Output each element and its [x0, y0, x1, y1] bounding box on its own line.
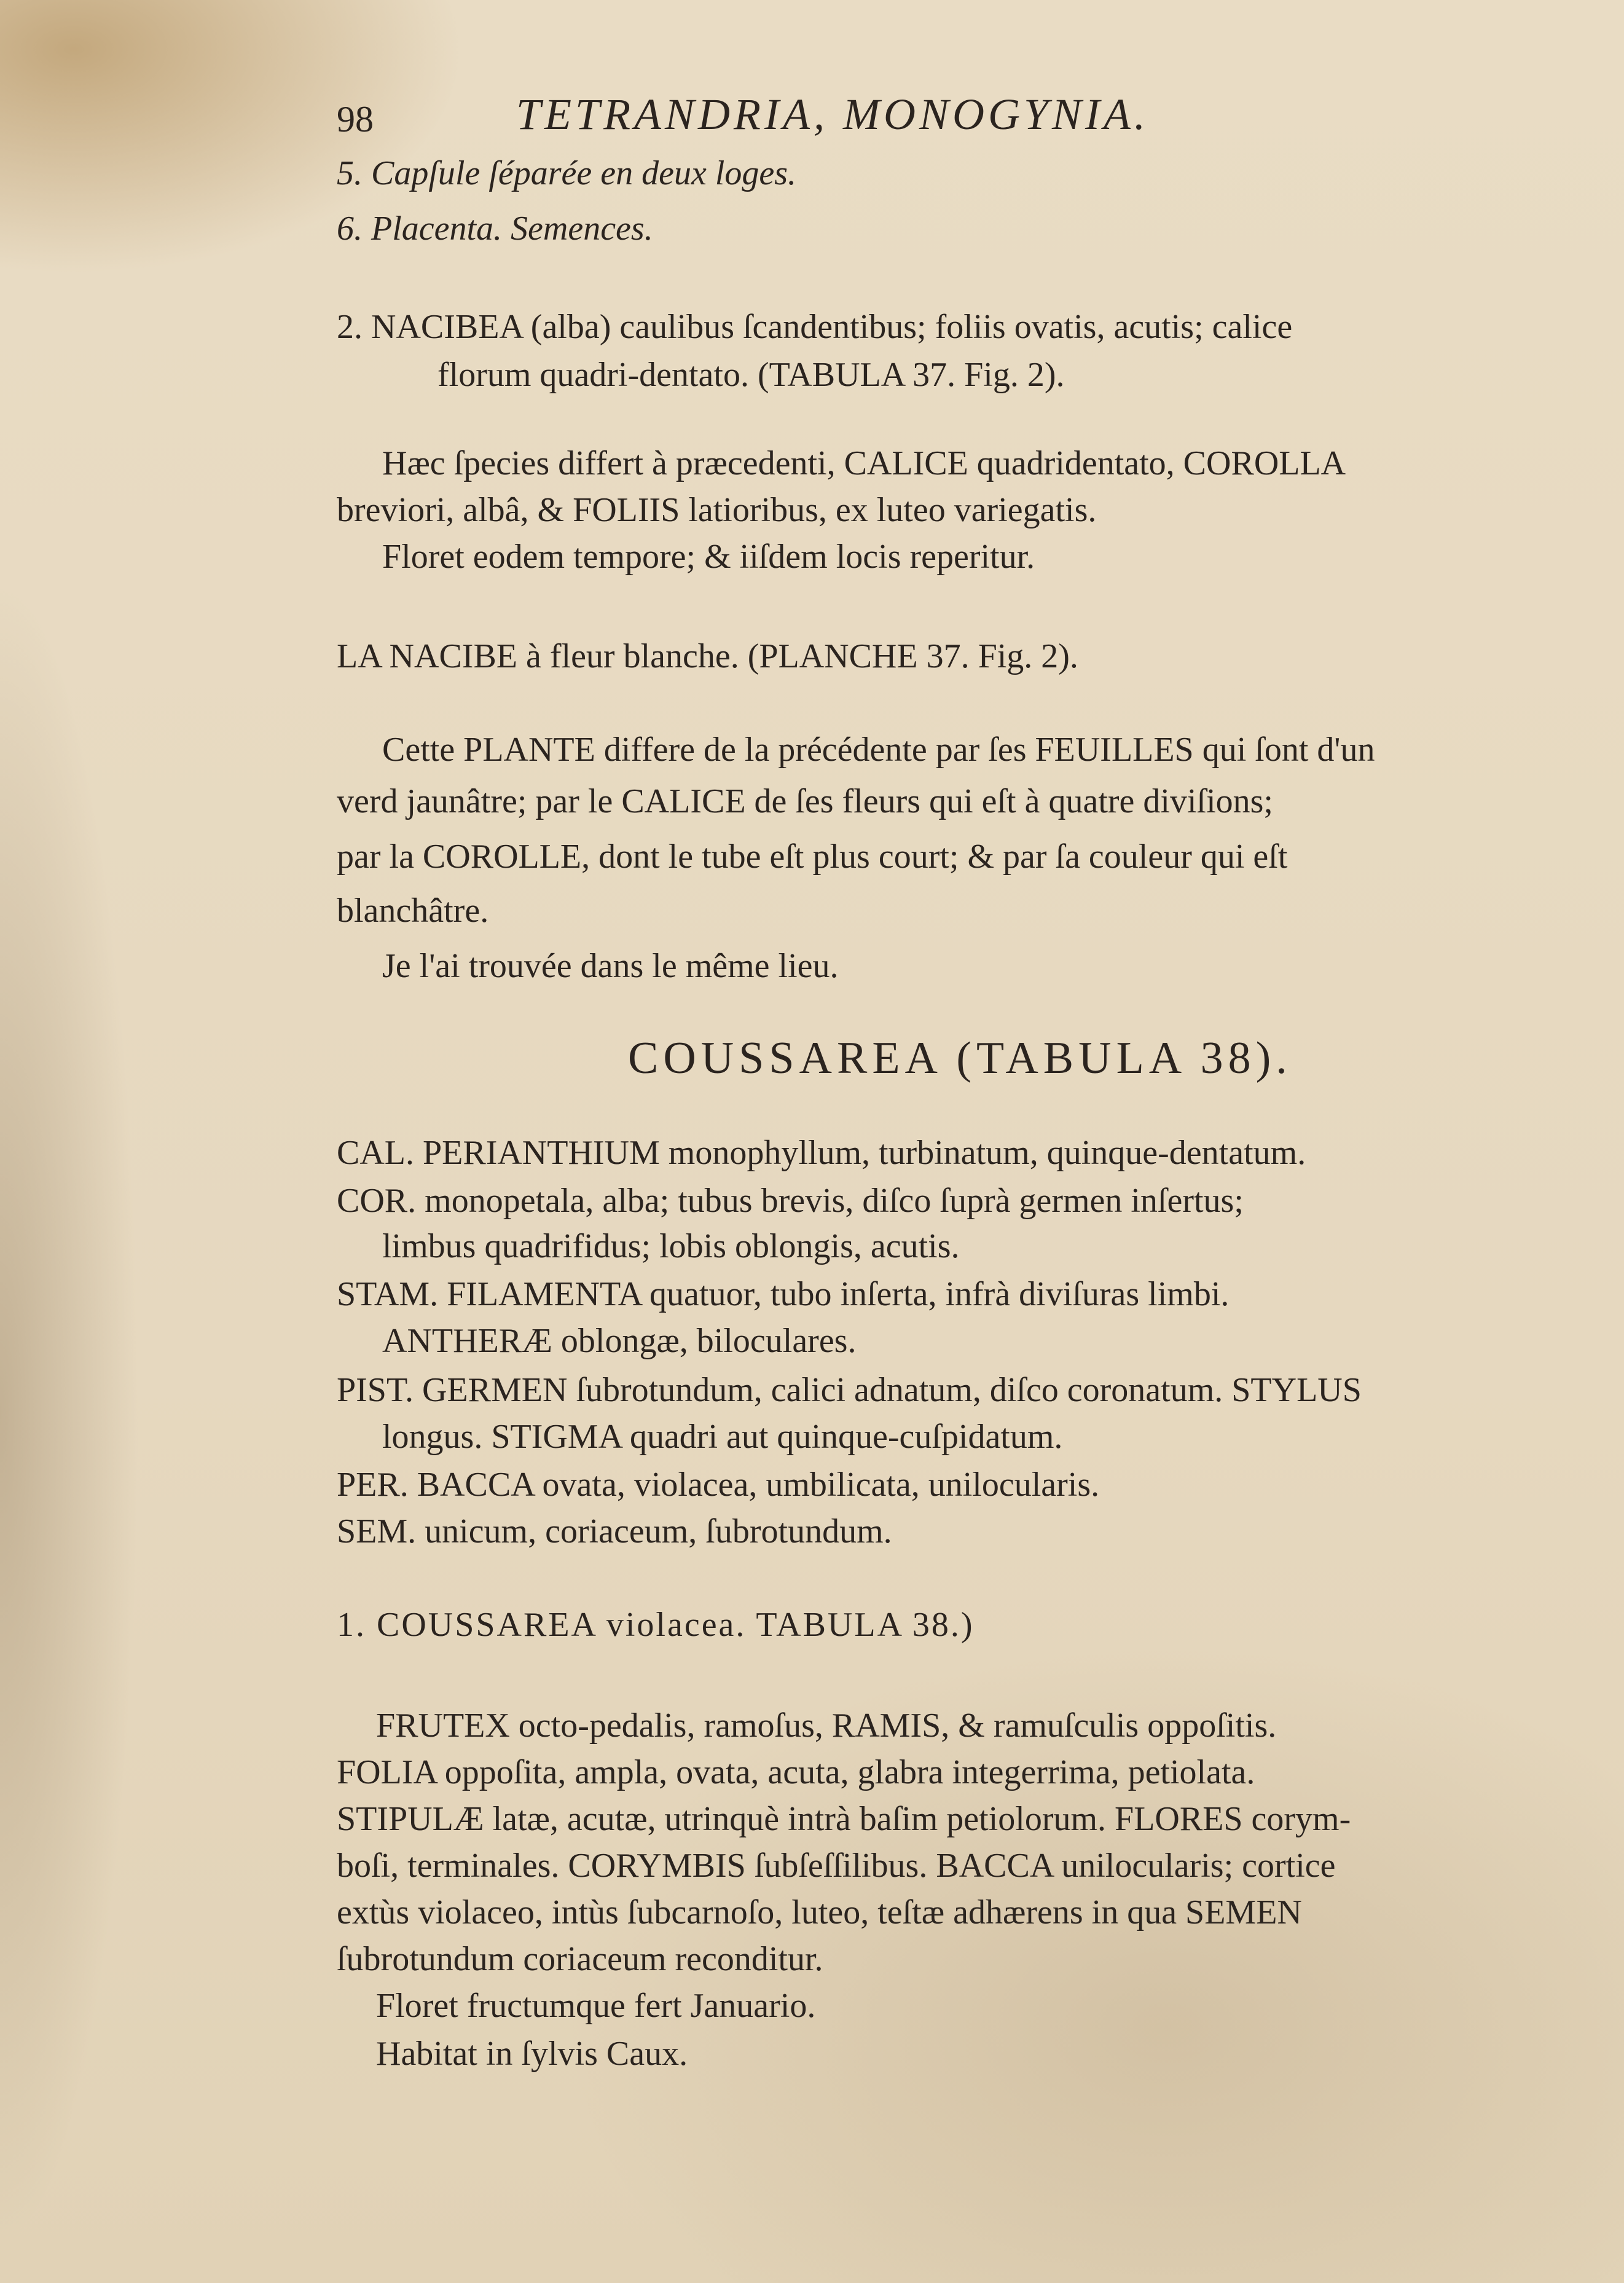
species-2-heading-line-2: florum quadri-dentato. (TABULA 37. Fig. 2). — [437, 356, 1065, 394]
genus-calyx: CAL. PERIANTHIUM monophyllum, turbinatum, quinque-dentatum. — [337, 1134, 1306, 1172]
french-description-line-4: blanchâtre. — [337, 892, 489, 930]
species-1-description-line-1: FRUTEX octo-pedalis, ramoſus, RAMIS, & ramuſculis oppoſitis. — [376, 1707, 1277, 1745]
genus-stamens-line-1: STAM. FILAMENTA quatuor, tubo inſerta, infrà diviſuras limbi. — [337, 1275, 1230, 1313]
french-description-line-2: verd jaunâtre; par le CALICE de ſes fleurs qui eſt à quatre diviſions; — [337, 782, 1273, 820]
genus-pistil-line-1: PIST. GERMEN ſubrotundum, calici adnatum, diſco coronatum. STYLUS — [337, 1371, 1362, 1409]
figure-note-6: 6. Placenta. Semences. — [337, 210, 653, 248]
genus-pericarp: PER. BACCA ovata, violacea, umbilicata, unilocularis. — [337, 1466, 1100, 1504]
species-2-heading-line-1: 2. NACIBEA (alba) caulibus ſcandentibus; foliis ovatis, acutis; calice — [337, 308, 1293, 346]
latin-description-line-1: Hæc ſpecies differt à præcedenti, CALICE quadridentato, COROLLA — [382, 444, 1346, 482]
species-1-description-line-6: ſubrotundum coriaceum reconditur. — [337, 1940, 823, 1978]
running-title: TETRANDRIA, MONOGYNIA. — [516, 90, 1149, 139]
french-description-line-3: par la COROLLE, dont le tube eſt plus court; & par ſa couleur qui eſt — [337, 838, 1288, 876]
genus-corolla-line-2: limbus quadrifidus; lobis oblongis, acutis. — [382, 1227, 960, 1265]
species-1-description-line-7: Floret fructumque fert Januario. — [376, 1987, 816, 2025]
figure-note-5: 5. Capſule ſéparée en deux loges. — [337, 154, 797, 192]
latin-description-line-3: Floret eodem tempore; & iiſdem locis reperitur. — [382, 538, 1035, 576]
french-description-line-1: Cette PLANTE differe de la précédente par ſes FEUILLES qui ſont d'un — [382, 731, 1375, 769]
latin-description-line-2: breviori, albâ, & FOLIIS latioribus, ex luteo variegatis. — [337, 491, 1097, 529]
species-1-heading: 1. COUSSAREA violacea. TABULA 38.) — [337, 1606, 975, 1644]
french-species-title: LA NACIBE à fleur blanche. (PLANCHE 37. Fig. 2). — [337, 637, 1078, 675]
genus-seed: SEM. unicum, coriaceum, ſubrotundum. — [337, 1512, 892, 1550]
genus-title: COUSSAREA (TABULA 38). — [628, 1033, 1292, 1083]
species-1-description-line-2: FOLIA oppoſita, ampla, ovata, acuta, glabra integerrima, petiolata. — [337, 1753, 1255, 1791]
page-number: 98 — [337, 99, 374, 139]
species-1-description-line-3: STIPULÆ latæ, acutæ, utrinquè intrà baſim petiolorum. FLORES corym- — [337, 1800, 1351, 1838]
genus-corolla-line-1: COR. monopetala, alba; tubus brevis, diſco ſuprà germen inſertus; — [337, 1182, 1244, 1220]
genus-stamens-line-2: ANTHERÆ oblongæ, biloculares. — [382, 1322, 857, 1360]
species-1-description-line-5: extùs violaceo, intùs ſubcarnoſo, luteo, teſtæ adhærens in qua SEMEN — [337, 1893, 1302, 1931]
species-1-description-line-8: Habitat in ſylvis Caux. — [376, 2035, 688, 2073]
species-1-description-line-4: boſi, terminales. CORYMBIS ſubſeſſilibus. BACCA unilocularis; cortice — [337, 1847, 1336, 1885]
french-description-line-5: Je l'ai trouvée dans le même lieu. — [382, 947, 839, 985]
genus-pistil-line-2: longus. STIGMA quadri aut quinque-cuſpidatum. — [382, 1418, 1063, 1456]
